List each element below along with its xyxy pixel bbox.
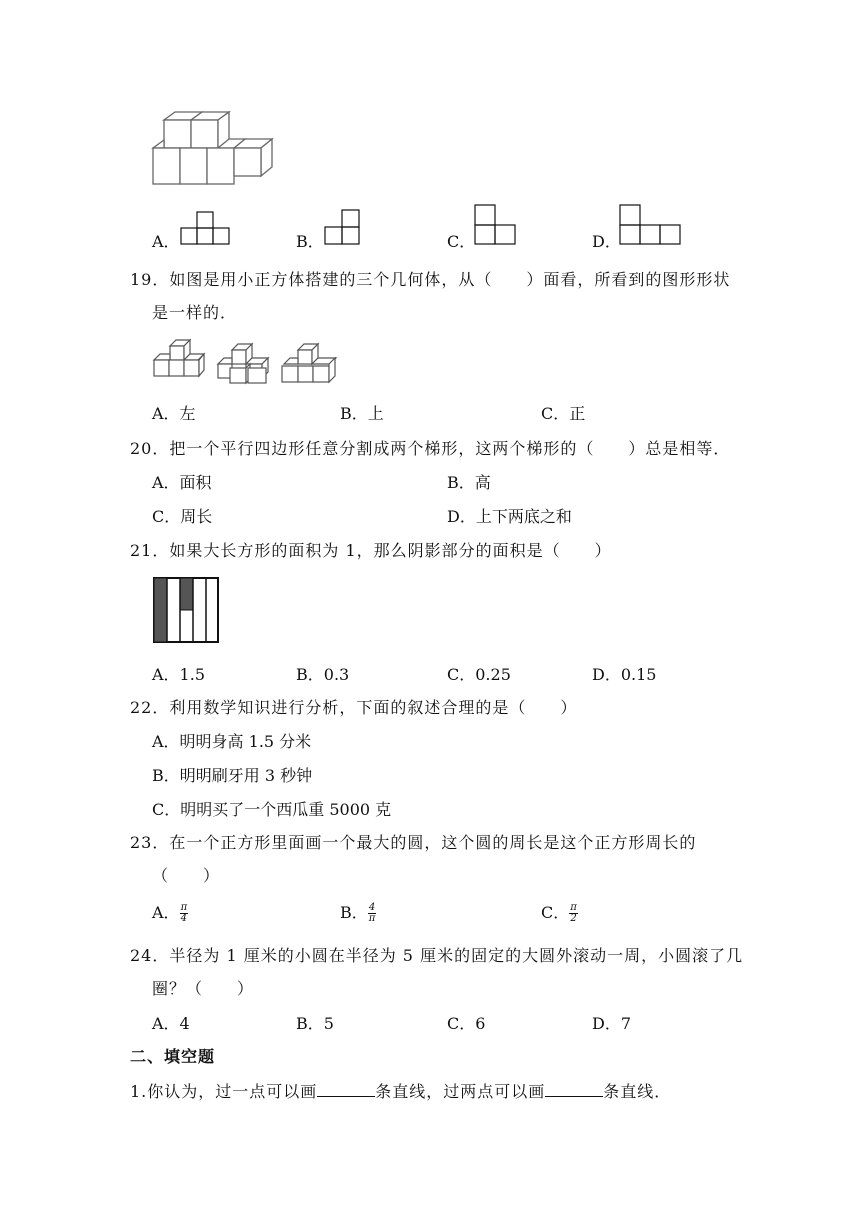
denominator: 2 [570, 913, 577, 924]
q18-option-b-figure [324, 209, 362, 247]
q18-option-c-figure [474, 204, 518, 246]
q24-option-a[interactable]: A．4 [152, 1014, 190, 1033]
q23-option-c[interactable] [541, 903, 578, 924]
q21-option-d[interactable]: D．0.15 [592, 665, 657, 684]
q22-option-a[interactable]: A．明明身高 1.5 分米 [152, 732, 312, 751]
fraction [569, 903, 578, 924]
q24-stem-line1: 24．半径为 1 厘米的小圆在半径为 5 厘米的固定的大圆外滚动一周，小圆滚了几 [130, 946, 744, 965]
q23-option-b[interactable] [340, 903, 376, 924]
fill-q1-text-3: 条直线． [603, 1082, 672, 1101]
option-label: B． [340, 903, 368, 922]
q19-option-a[interactable]: A．左 [152, 404, 196, 423]
fraction [368, 903, 377, 924]
fraction [180, 903, 189, 924]
q24-option-b[interactable]: B．5 [296, 1014, 334, 1033]
option-label: A． [152, 232, 180, 251]
q20-option-c[interactable]: C．周长 [152, 507, 213, 526]
numerator: π [570, 902, 577, 913]
answer-blank-1[interactable] [317, 1082, 375, 1097]
fill-q1-text-2: 条直线，过两点可以画 [375, 1082, 546, 1101]
numerator: π [180, 902, 188, 913]
q23-stem-line2: （ ） [152, 866, 221, 885]
q20-stem: 20．把一个平行四边形任意分割成两个梯形，这两个梯形的（ ）总是相等． [130, 439, 731, 458]
q22-option-b[interactable]: B．明明刷牙用 3 秒钟 [152, 766, 313, 785]
q24-option-c[interactable]: C．6 [447, 1014, 486, 1033]
q20-option-d[interactable]: D．上下两底之和 [447, 507, 572, 526]
q18-option-c[interactable] [447, 232, 475, 252]
fill-q1-text-1: 1.你认为，过一点可以画 [130, 1082, 318, 1101]
q20-option-b[interactable]: B．高 [447, 473, 491, 492]
q19-stem-line2: 是一样的． [152, 303, 238, 322]
q19-option-c[interactable]: C．正 [541, 404, 586, 423]
section-heading: 二、填空题 [130, 1047, 216, 1066]
q23-stem-line1: 23．在一个正方形里面画一个最大的圆，这个圆的周长是这个正方形周长的 [130, 833, 697, 852]
q24-stem-line2: 圈？（ ） [152, 979, 255, 998]
q18-option-b[interactable] [296, 232, 324, 252]
q19-option-b[interactable]: B．上 [340, 404, 384, 423]
q18-cube-figure [150, 110, 275, 188]
option-label: C． [541, 903, 570, 922]
q21-option-c[interactable]: C．0.25 [447, 665, 511, 684]
option-label: D． [592, 232, 621, 251]
q19-solids-figure [150, 336, 345, 388]
option-label: B． [296, 232, 324, 251]
denominator: 4 [180, 913, 188, 924]
q19-stem-line1: 19．如图是用小正方体搭建的三个几何体，从（ ）面看，所看到的图形形状 [130, 270, 731, 289]
q22-option-c[interactable]: C．明明买了一个西瓜重 5000 克 [152, 800, 392, 819]
fill-q1 [130, 1082, 671, 1102]
answer-blank-2[interactable] [545, 1082, 603, 1097]
option-label: C． [447, 232, 476, 251]
q20-option-a[interactable]: A．面积 [152, 473, 212, 492]
q18-option-a-figure [180, 211, 232, 245]
q24-option-d[interactable]: D．7 [592, 1014, 632, 1033]
q21-rectangle-figure [150, 576, 222, 644]
q21-option-a[interactable]: A．1.5 [152, 665, 206, 684]
q23-option-a[interactable] [152, 903, 188, 924]
q18-option-d-figure [619, 204, 683, 246]
numerator: 4 [368, 902, 376, 913]
q22-stem: 22．利用数学知识进行分析，下面的叙述合理的是（ ） [130, 698, 578, 717]
q18-option-a[interactable] [152, 232, 180, 252]
denominator: π [368, 913, 376, 924]
q21-option-b[interactable]: B．0.3 [296, 665, 350, 684]
option-label: A． [152, 903, 180, 922]
q18-option-d[interactable] [592, 232, 621, 252]
q21-stem: 21．如果大长方形的面积为 1，那么阴影部分的面积是（ ） [130, 541, 612, 560]
